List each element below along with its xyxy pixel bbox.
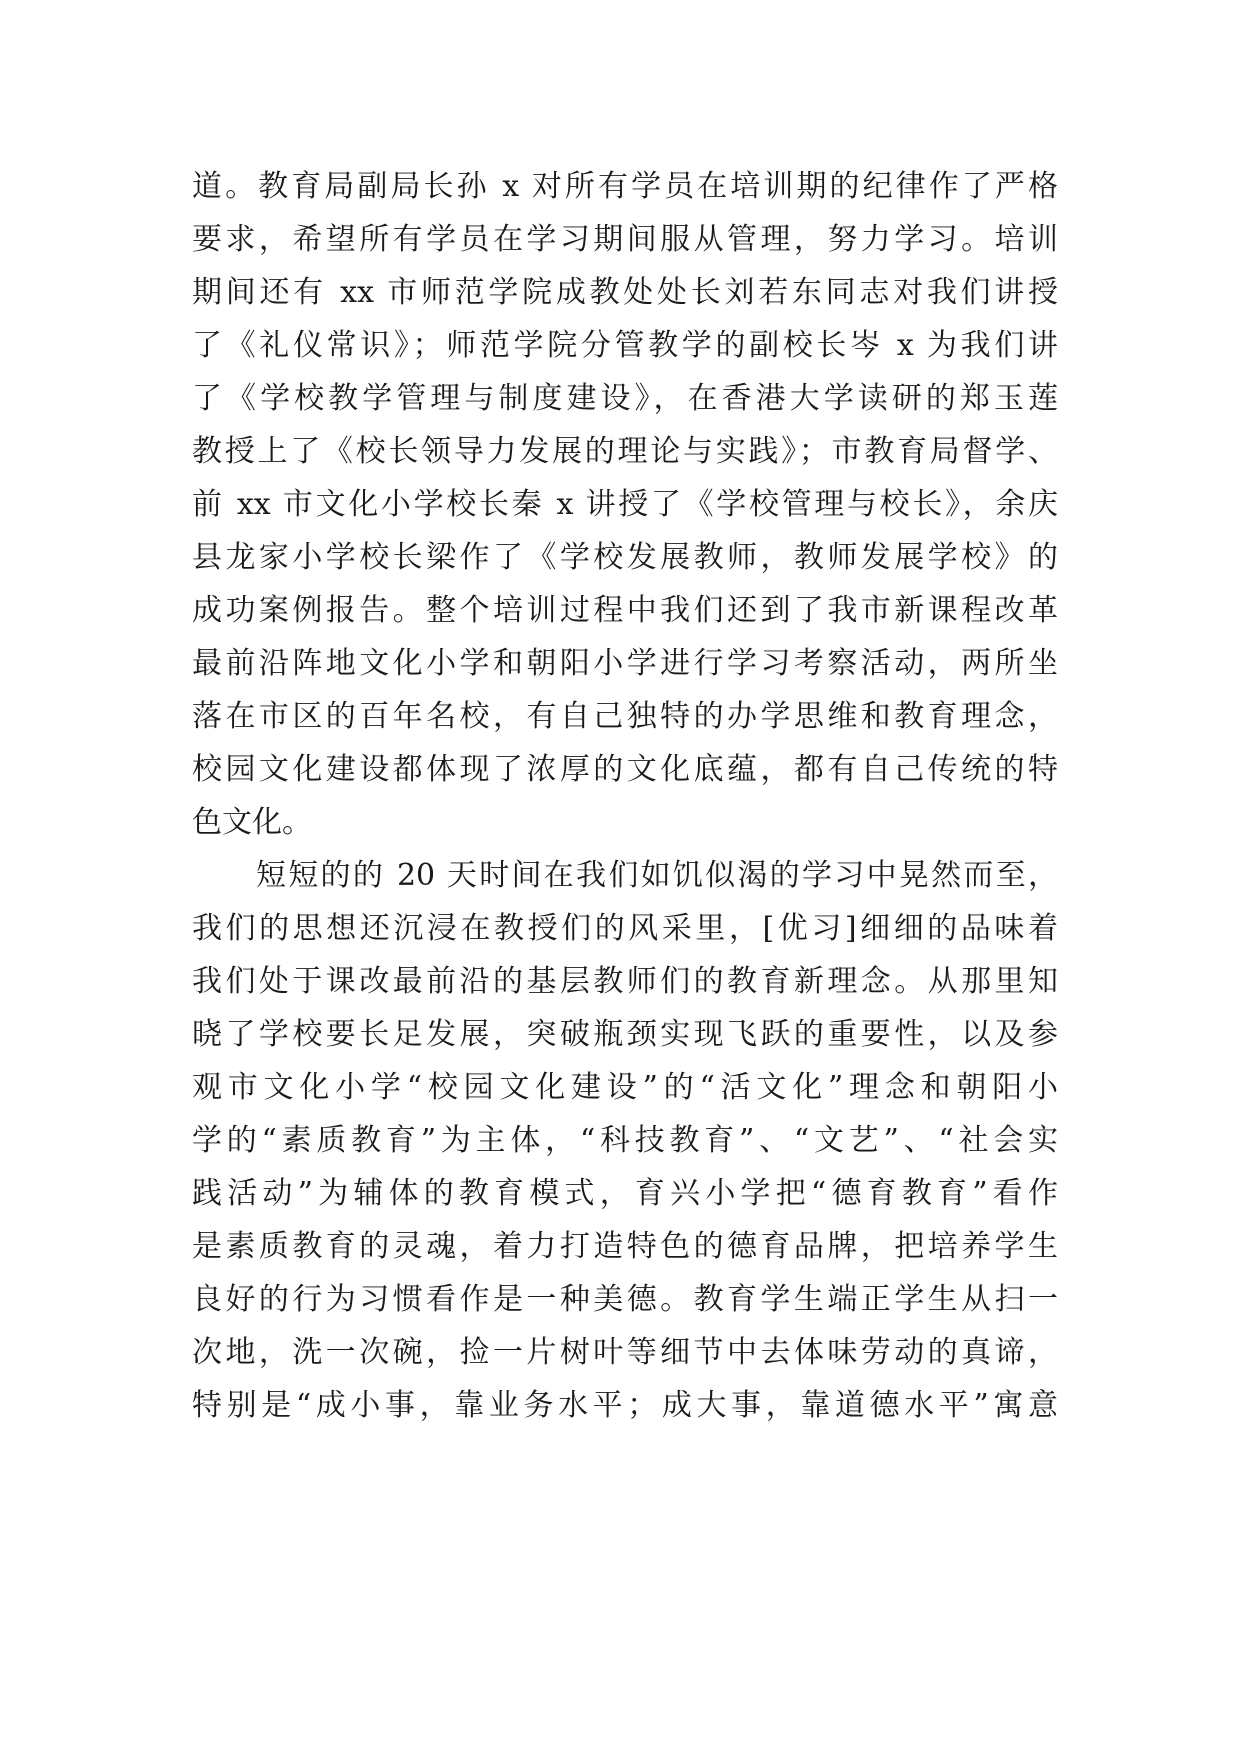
text-line: 了《礼仪常识》；师范学院分管教学的副校长岑 x 为我们讲 [192, 328, 1058, 363]
text-line: 我们的思想还沉浸在教授们的风采里，[优习]细细的品味着 [192, 911, 1058, 946]
text-line: 良好的行为习惯看作是一种美德。教育学生端正学生从扫一 [192, 1282, 1058, 1317]
text-line: 晓了学校要长足发展，突破瓶颈实现飞跃的重要性，以及参 [192, 1017, 1058, 1052]
body-text [192, 160, 1092, 1432]
text-line: 色文化。 [192, 805, 312, 840]
text-line: 践活动”为辅体的教育模式，育兴小学把“德育教育”看作 [192, 1176, 1058, 1211]
text-line: 是素质教育的灵魂，着力打造特色的德育品牌，把培养学生 [192, 1229, 1058, 1264]
text-line: 学的“素质教育”为主体，“科技教育”、“文艺”、“社会实 [192, 1123, 1058, 1158]
text-line: 校园文化建设都体现了浓厚的文化底蕴，都有自己传统的特 [192, 752, 1058, 787]
text-line: 期间还有 xx 市师范学院成教处处长刘若东同志对我们讲授 [192, 275, 1058, 310]
text-line: 县龙家小学校长梁作了《学校发展教师，教师发展学校》的 [192, 540, 1058, 575]
text-line: 前 xx 市文化小学校长秦 x 讲授了《学校管理与校长》，余庆 [192, 487, 1058, 522]
text-line: 成功案例报告。整个培训过程中我们还到了我市新课程改革 [192, 593, 1058, 628]
text-line: 道。教育局副局长孙 x 对所有学员在培训期的纪律作了严格 [192, 169, 1058, 204]
text-line: 教授上了《校长领导力发展的理论与实践》；市教育局督学、 [192, 434, 1058, 469]
text-line: 特别是“成小事，靠业务水平；成大事，靠道德水平”寓意 [192, 1388, 1058, 1423]
text-line: 观市文化小学“校园文化建设”的“活文化”理念和朝阳小 [192, 1070, 1058, 1105]
text-line: 了《学校教学管理与制度建设》，在香港大学读研的郑玉莲 [192, 381, 1058, 416]
paragraph-first-line: 短短的的 20 天时间在我们如饥似渴的学习中晃然而至， [256, 858, 1058, 893]
text-line: 次地，洗一次碗，捡一片树叶等细节中去体味劳动的真谛， [192, 1335, 1058, 1370]
text-line: 我们处于课改最前沿的基层教师们的教育新理念。从那里知 [192, 964, 1058, 999]
text-line: 落在市区的百年名校，有自己独特的办学思维和教育理念， [192, 699, 1058, 734]
text-line: 要求，希望所有学员在学习期间服从管理，努力学习。培训 [192, 222, 1058, 257]
text-line: 最前沿阵地文化小学和朝阳小学进行学习考察活动，两所坐 [192, 646, 1058, 681]
